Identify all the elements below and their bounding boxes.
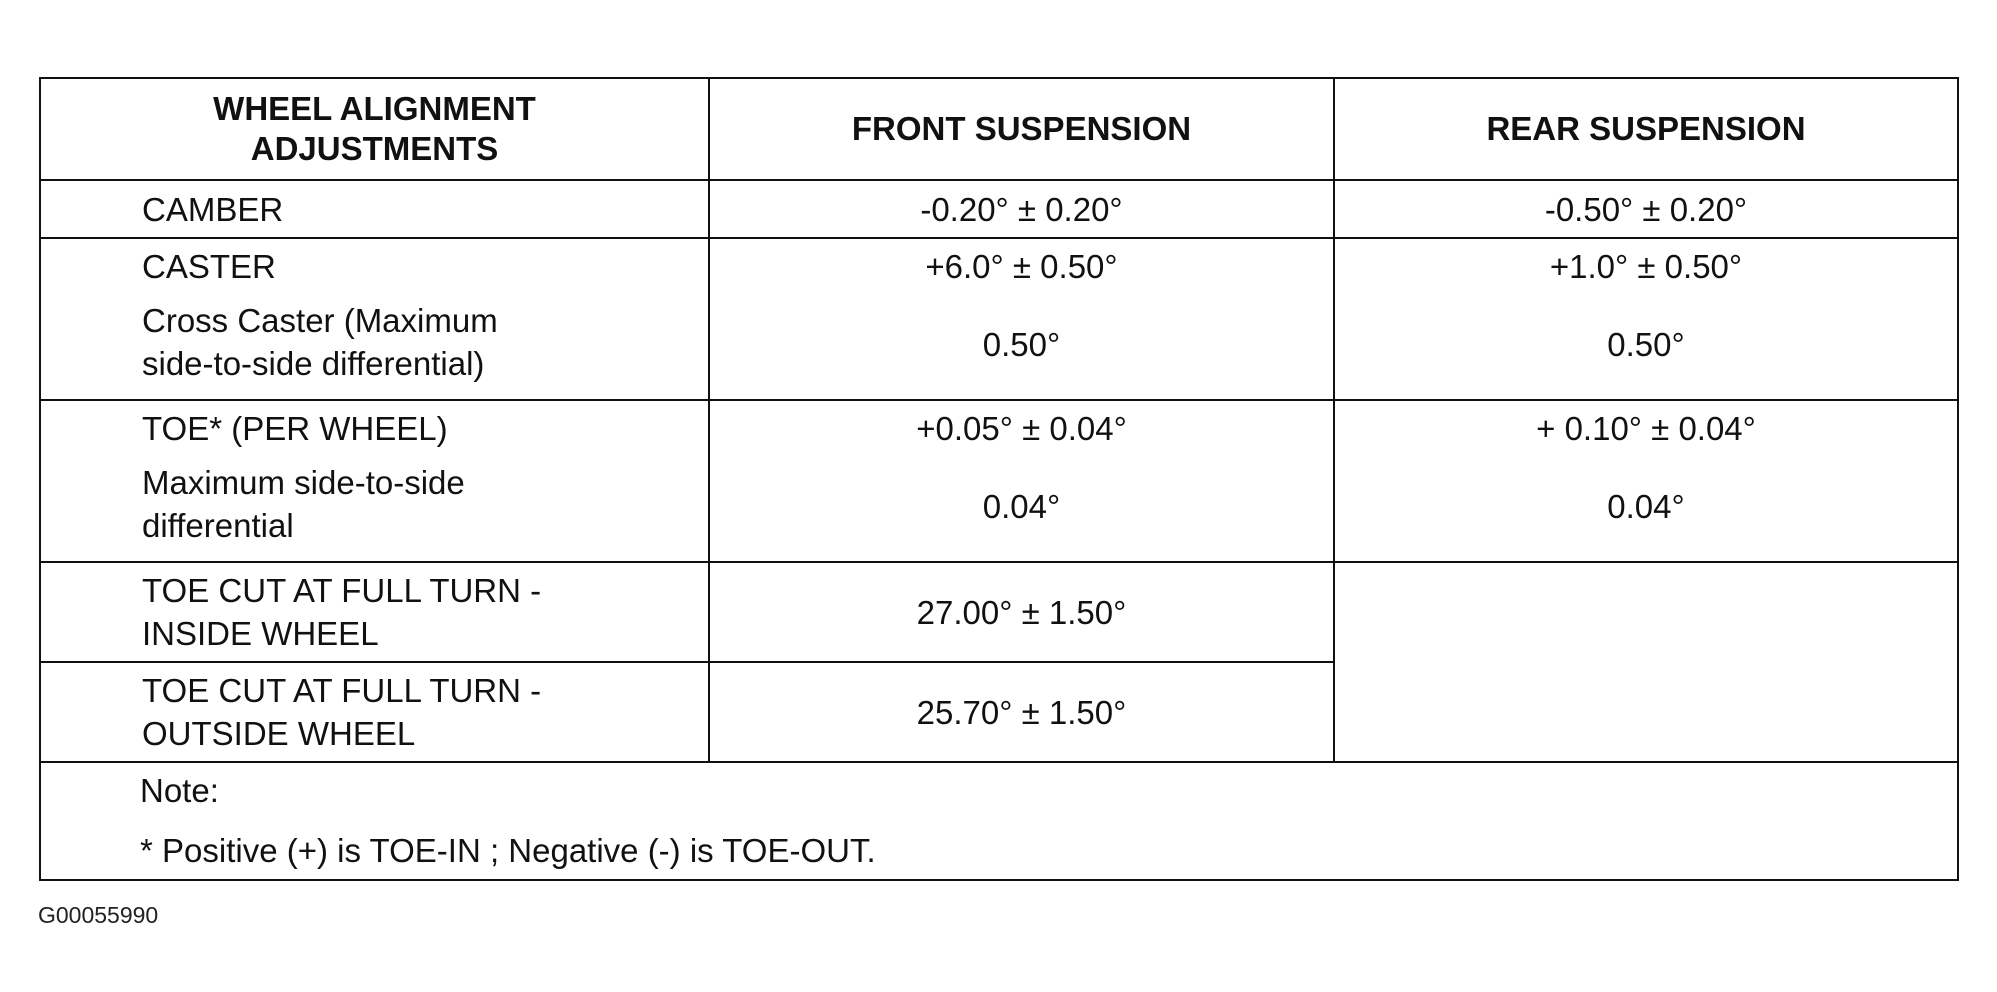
header-front-suspension: FRONT SUSPENSION (709, 78, 1334, 180)
toe-differential-label-line2: differential (142, 507, 294, 544)
cross-caster-rear-value: 0.50° (1607, 326, 1685, 363)
wheel-alignment-table (39, 77, 1959, 881)
camber-label: CAMBER (40, 180, 709, 238)
caster-rear-value: +1.0° ± 0.50° (1549, 248, 1743, 285)
table-row-caster (40, 238, 1958, 400)
toe-rear-cell (1334, 400, 1958, 562)
header-rear-suspension: REAR SUSPENSION (1334, 78, 1958, 180)
camber-rear-value: -0.50° ± 0.20° (1334, 180, 1958, 238)
toe-label-cell (40, 400, 709, 562)
header-wheel-alignment (40, 78, 709, 180)
toe-cut-outside-front-value: 25.70° ± 1.50° (709, 662, 1334, 762)
note-title: Note: (140, 772, 219, 809)
figure-id: G00055990 (38, 902, 159, 928)
toe-differential-rear-value: 0.04° (1607, 488, 1685, 525)
caster-rear-cell (1334, 238, 1958, 400)
toe-rear-value: + 0.10° ± 0.04° (1536, 410, 1756, 447)
cross-caster-front-value: 0.50° (982, 326, 1061, 363)
caster-front-value: +6.0° ± 0.50° (925, 248, 1118, 285)
table-row-note (40, 762, 1958, 880)
toe-front-cell (709, 400, 1334, 562)
note-cell (40, 762, 1958, 880)
toe-differential-label (142, 457, 708, 547)
table-row-camber (40, 180, 1958, 238)
header-row (40, 78, 1958, 180)
toe-cut-outside-label (40, 662, 709, 762)
note-text: * Positive (+) is TOE-IN ; Negative (-) is TOE-OUT. (140, 832, 876, 869)
toe-cut-outside-label-line1: TOE CUT AT FULL TURN - (142, 672, 542, 709)
header-wheel-alignment-line1: WHEEL ALIGNMENT (213, 90, 536, 127)
toe-differential-front-value: 0.04° (982, 488, 1061, 525)
toe-cut-inside-label (40, 562, 709, 662)
cross-caster-label (142, 295, 708, 385)
toe-cut-outside-label-line2: OUTSIDE WHEEL (142, 715, 416, 752)
caster-label-cell (40, 238, 709, 400)
toe-cut-inside-label-line1: TOE CUT AT FULL TURN - (142, 572, 542, 609)
table-row-toe (40, 400, 1958, 562)
cross-caster-label-line1: Cross Caster (Maximum (142, 302, 498, 339)
table-row-toe-cut-inside (40, 562, 1958, 662)
camber-front-value: -0.20° ± 0.20° (709, 180, 1334, 238)
toe-cut-rear-empty-cell (1334, 562, 1958, 762)
toe-front-value: +0.05° ± 0.04° (916, 410, 1127, 447)
caster-front-cell (709, 238, 1334, 400)
cross-caster-label-line2: side-to-side differential) (142, 345, 485, 382)
caster-label: CASTER (142, 248, 276, 285)
toe-differential-label-line1: Maximum side-to-side (142, 464, 465, 501)
toe-cut-inside-label-line2: INSIDE WHEEL (142, 615, 379, 652)
toe-cut-inside-front-value: 27.00° ± 1.50° (709, 562, 1334, 662)
header-wheel-alignment-line2: ADJUSTMENTS (250, 130, 499, 167)
toe-label: TOE* (PER WHEEL) (142, 410, 448, 447)
